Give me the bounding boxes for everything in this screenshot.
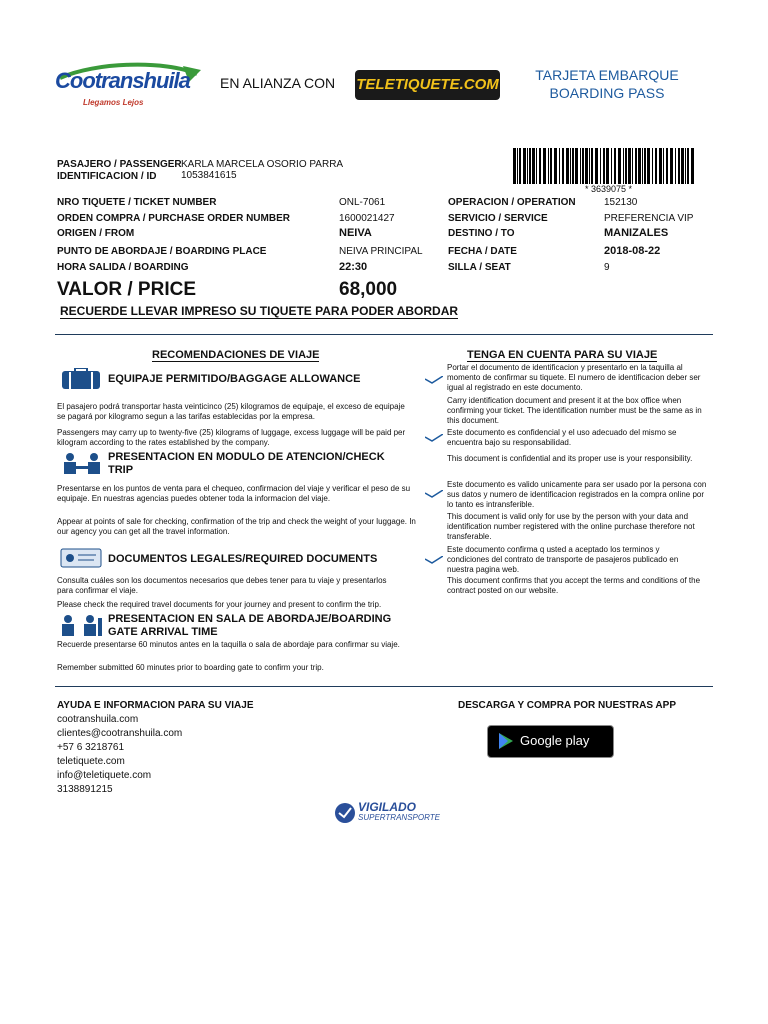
barcode-bar — [539, 148, 541, 184]
docs-title: DOCUMENTOS LEGALES/REQUIRED DOCUMENTS — [108, 553, 378, 565]
contact-item[interactable]: teletiquete.com — [57, 756, 125, 767]
passenger-name: KARLA MARCELA OSORIO PARRA — [181, 159, 344, 170]
left-row-value: 1600021427 — [339, 213, 395, 224]
left-row-label: HORA SALIDA / BOARDING — [57, 262, 189, 273]
left-row-value: NEIVA — [339, 227, 372, 239]
barcode-bar — [562, 148, 564, 184]
barcode-bars — [513, 148, 695, 184]
checkin-en: Appear at points of sale for checking, confirmation of the trip and check the weight of your luggage. In our agency you can get all the travel information. — [57, 517, 416, 536]
right-row-label: FECHA / DATE — [448, 246, 517, 257]
barcode-bar — [589, 148, 590, 184]
left-row-label: ORDEN COMPRA / PURCHASE ORDER NUMBER — [57, 213, 290, 224]
id-value: 1053841615 — [181, 170, 237, 181]
vigilado-text: VIGILADO — [358, 800, 417, 814]
left-row-label: NRO TIQUETE / TICKET NUMBER — [57, 197, 217, 208]
barcode-bar — [543, 148, 546, 184]
barcode-bar — [572, 148, 574, 184]
contact-item[interactable]: cootranshuila.com — [57, 714, 139, 725]
barcode-bar — [536, 148, 537, 184]
barcode-bar — [527, 148, 528, 184]
barcode-bar — [548, 148, 549, 184]
barcode-bar — [691, 148, 694, 184]
help-title: AYUDA E INFORMACION PARA SU VIAJE — [57, 700, 254, 711]
alliance-text: EN ALIANZA CON — [220, 75, 336, 91]
id-label: IDENTIFICACION / ID — [57, 171, 157, 182]
barcode-bar — [566, 148, 569, 184]
checkin-title: PRESENTACION EN MODULO DE ATENCION/CHECK TRIP — [108, 451, 385, 476]
price-label: VALOR / PRICE — [57, 279, 196, 300]
barcode-bar — [652, 148, 653, 184]
barcode-text: * 3639075 * — [585, 184, 633, 194]
checkmark-icon — [425, 490, 443, 498]
barcode-bar — [647, 148, 650, 184]
note-1-en: Carry identification document and present it at the box office when confirming your ticket. The identification number must be the same as in this document. — [447, 396, 702, 425]
check-in-icon — [60, 452, 104, 481]
right-row-value: PREFERENCIA VIP — [604, 213, 694, 224]
right-row-label: DESTINO / TO — [448, 228, 515, 239]
note-4-es: Este documento confirma q usted a aceptado los terminos y condiciones del contrato de transporte de pasajeros publicado en nuestra pagina web. — [447, 545, 679, 574]
baggage-es: El pasajero podrá transportar hasta veinticinco (25) kilogramos de equipaje, el exceso de equipaje se pagará por kilogramo segun a las tarifas establecidas por la empresa. — [57, 402, 405, 421]
google-play-button[interactable] — [487, 725, 614, 758]
barcode-bar — [635, 148, 637, 184]
barcode-bar — [632, 148, 633, 184]
barcode-bar — [625, 148, 627, 184]
barcode-bar — [611, 148, 612, 184]
right-row-label: OPERACION / OPERATION — [448, 197, 576, 208]
barcode-bar — [575, 148, 578, 184]
cootranshuila-logo — [55, 58, 205, 114]
title-en: BOARDING PASS — [549, 85, 665, 101]
right-row-label: SERVICIO / SERVICE — [448, 213, 548, 224]
barcode-bar — [628, 148, 631, 184]
barcode-bar — [580, 148, 581, 184]
barcode-bar — [659, 148, 662, 184]
barcode-bar — [559, 148, 560, 184]
right-row-value: 2018-08-22 — [604, 245, 661, 257]
gate-title: PRESENTACION EN SALA DE ABORDAJE/BOARDING GATE ARRIVAL TIME — [108, 613, 392, 638]
gate-en: Remember submitted 60 minutes prior to boarding gate to confirm your trip. — [57, 663, 324, 672]
note-2-es: Este documento es confidencial y el uso adecuado del mismo se encuentra bajo su responsabilidad. — [447, 428, 677, 447]
barcode-bar — [655, 148, 657, 184]
checkmark-icon — [425, 556, 443, 564]
right-row-value: 152130 — [604, 197, 638, 208]
app-title: DESCARGA Y COMPRA POR NUESTRAS APP — [458, 700, 676, 711]
barcode-bar — [523, 148, 526, 184]
barcode-bar — [603, 148, 605, 184]
left-row-label: ORIGEN / FROM — [57, 228, 135, 239]
note-1-es: Portar el documento de identificacion y presentarlo en la taquilla al momento de confirmar su tiquete. El numero de identificacion deber ser igual al registrado en este documento. — [447, 363, 701, 392]
checkin-es: Presentarse en los puntos de venta para el chequeo, confirmacion del viaje y verificar el peso de su equipaje. En nuestras agencias puedes obtener toda la informacion del viaje. — [57, 484, 411, 503]
barcode-bar — [585, 148, 588, 184]
logo-wordmark: Cootranshuila — [55, 68, 190, 93]
checkmark-icon — [425, 434, 443, 442]
suitcase-icon — [60, 368, 102, 395]
left-row-label: PUNTO DE ABORDAJE / BOARDING PLACE — [57, 246, 267, 257]
docs-en: Please check the required travel documents for your journey and present to confirm the trip. — [57, 600, 382, 609]
barcode-bar — [663, 148, 664, 184]
barcode-bar — [595, 148, 598, 184]
gate-es: Recuerde presentarse 60 minutos antes en la taquilla o sala de abordaje para confirmar su viaje. — [57, 640, 400, 649]
notes-title: TENGA EN CUENTA PARA SU VIAJE — [467, 349, 658, 361]
recommendations-title: RECOMENDACIONES DE VIAJE — [152, 349, 320, 361]
barcode-bar — [618, 148, 621, 184]
barcode-bar — [517, 148, 518, 184]
barcode-bar — [681, 148, 684, 184]
barcode-bar — [638, 148, 641, 184]
left-row-value: NEIVA PRINCIPAL — [339, 246, 423, 257]
barcode-bar — [591, 148, 593, 184]
barcode-bar — [675, 148, 676, 184]
right-row-value: 9 — [604, 262, 610, 273]
barcode-bar — [685, 148, 686, 184]
right-row-label: SILLA / SEAT — [448, 262, 511, 273]
print-reminder: RECUERDE LLEVAR IMPRESO SU TIQUETE PARA PODER ABORDAR — [60, 304, 459, 318]
document-icon — [60, 548, 102, 573]
left-row-value: ONL-7061 — [339, 197, 386, 208]
contact-item[interactable]: info@teletiquete.com — [57, 770, 152, 781]
barcode-bar — [519, 148, 521, 184]
passenger-label: PASAJERO / PASSENGER — [57, 159, 182, 170]
supertransporte-text: SUPERTRANSPORTE — [358, 813, 440, 822]
barcode-bar — [532, 148, 535, 184]
logo-slogan: Llegamos Lejos — [83, 98, 144, 107]
baggage-en: Passengers may carry up to twenty-five (25) kilograms of luggage, excess luggage will be paid per kilogram according to the rates established by the company. — [57, 428, 406, 447]
note-2-en: This document is confidential and its proper use is your responsibility. — [447, 454, 693, 463]
barcode-bar — [550, 148, 552, 184]
barcode-bar — [554, 148, 557, 184]
barcode-bar — [644, 148, 646, 184]
supertransporte-seal-icon — [334, 802, 356, 824]
google-play-label: Google play — [520, 733, 590, 748]
barcode-bar — [678, 148, 680, 184]
divider-bottom — [55, 686, 713, 687]
docs-es: Consulta cuáles son los documentos necesarios que debes tener para tu viaje y presentarlos para confirmar el viaje. — [57, 576, 387, 595]
barcode-bar — [606, 148, 609, 184]
checkmark-icon — [425, 376, 443, 384]
vigilado-logo — [334, 800, 439, 826]
note-3-es: Este documento es valido unicamente para ser usado por la persona con sus datos y numero de identificacion registrados en la compra online por lo tanto es intransferible. — [447, 480, 707, 509]
barcode-bar — [529, 148, 531, 184]
barcode-bar — [670, 148, 673, 184]
barcode-bar — [600, 148, 601, 184]
barcode-bar — [570, 148, 571, 184]
boarding-gate-icon — [60, 614, 104, 643]
baggage-title: EQUIPAJE PERMITIDO/BAGGAGE ALLOWANCE — [108, 373, 361, 385]
play-store-icon — [498, 732, 514, 750]
contact-item[interactable]: +57 6 3218761 — [57, 742, 125, 753]
barcode-bar — [642, 148, 643, 184]
price-value: 68,000 — [339, 279, 398, 300]
barcode-bar — [687, 148, 689, 184]
teletiquete-wordmark: TELETIQUETE.COM — [356, 76, 499, 93]
note-4-en: This document confirms that you accept the terms and conditions of the contract posted on our website. — [447, 576, 701, 595]
barcode-bar — [614, 148, 616, 184]
barcode-bar — [513, 148, 516, 184]
left-row-value: 22:30 — [339, 261, 368, 273]
title-es: TARJETA EMBARQUE — [535, 67, 679, 83]
contact-item[interactable]: clientes@cootranshuila.com — [57, 728, 183, 739]
note-3-en: This document is valid only for use by the person with your data and identification number registered with the online purchase therefore not transferable. — [447, 512, 695, 541]
barcode-bar — [623, 148, 624, 184]
right-row-value: MANIZALES — [604, 227, 669, 239]
barcode-bar — [666, 148, 668, 184]
teletiquete-logo — [355, 70, 500, 100]
divider-top — [55, 334, 713, 335]
barcode — [513, 148, 695, 184]
barcode-bar — [582, 148, 584, 184]
contact-item[interactable]: 3138891215 — [57, 784, 113, 795]
